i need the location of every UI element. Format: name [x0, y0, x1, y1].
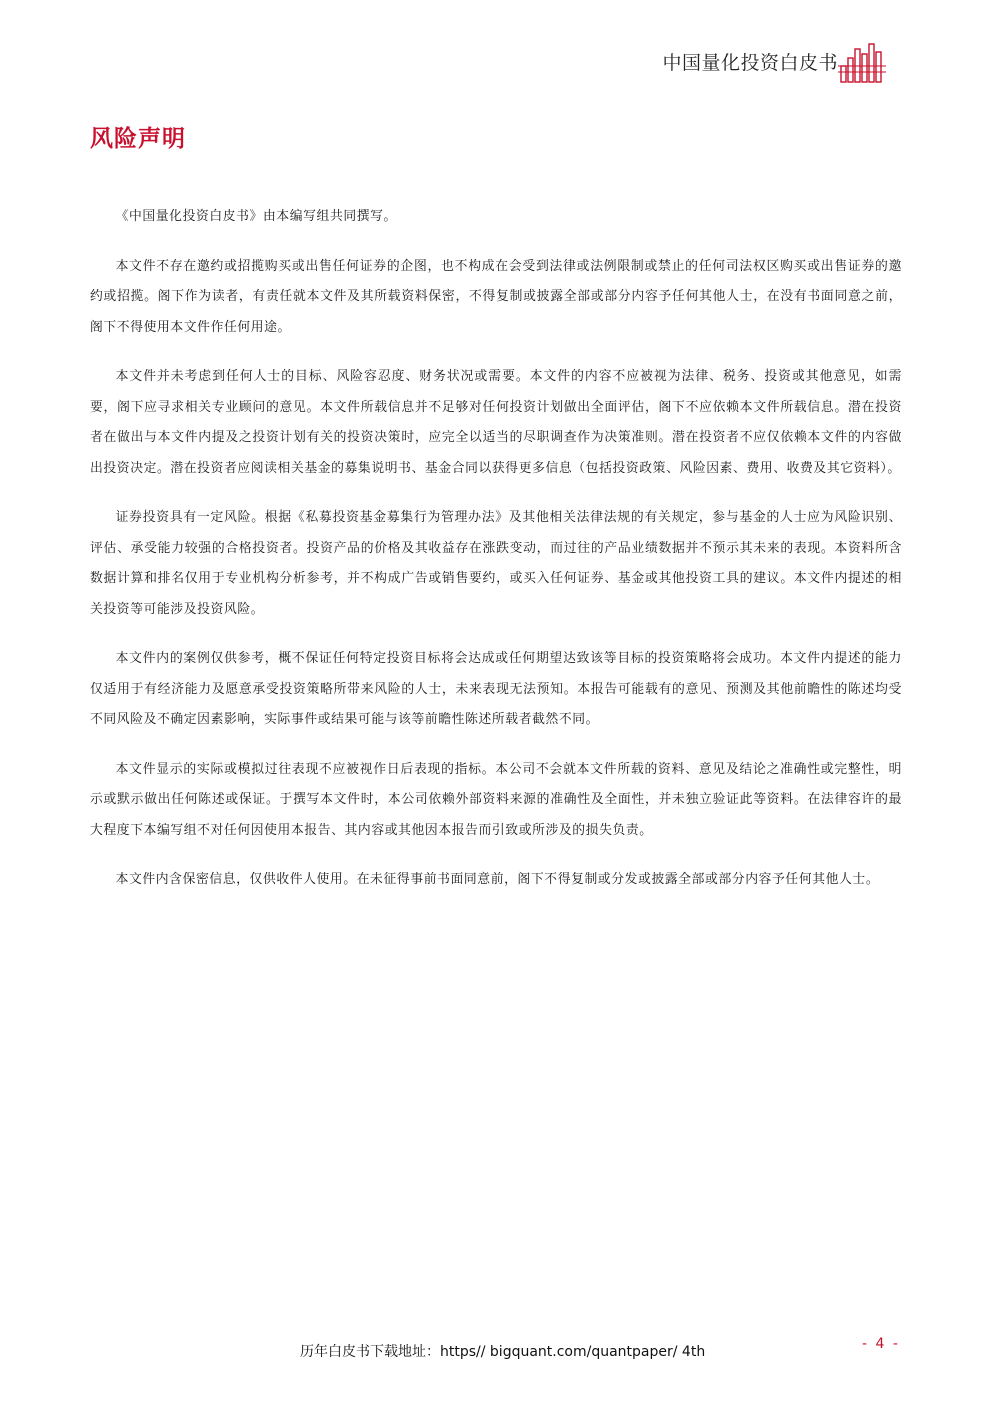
paragraph: 本文件不存在邀约或招揽购买或出售任何证券的企图，也不构成在会受到法律或法例限制或禁止的任何司法权区购买或出售证券的邀约或招揽。阁下作为读者，有责任就本文件及其所载资料保密，不得复制或披露全部或部分内容予任何其他人士，在没有书面同意之前，阁下不得使用本文件作任何用途。 — [90, 258, 902, 335]
paragraph: 本文件内的案例仅供参考，概不保证任何特定投资目标将会达成或任何期望达致该等目标的投资策略将会成功。本文件内提述的能力仅适用于有经济能力及愿意承受投资策略所带来风险的人士，未来表现无法预知。本报告可能载有的意见、预测及其他前瞻性的陈述均受不同风险及不确定因素影响，实际事件或结果可能与该等前瞻性陈述所载者截然不同。 — [90, 651, 902, 727]
paragraph: 本文件内含保密信息，仅供收件人使用。在未征得事前书面同意前，阁下不得复制或分发或披露全部或部分内容予任何其他人士。 — [115, 872, 880, 887]
paragraph: 证券投资具有一定风险。根据《私募投资基金募集行为管理办法》及其他相关法律法规的有关规定，参与基金的人士应为风险识别、评估、承受能力较强的合格投资者。投资产品的价格及其收益存在涨跌变动，而过往的产品业绩数据并不预示其未来的表现。本资料所含数据计算和排名仅用于专业机构分析参考，并不构成广告或销售要约，或买入任何证券、基金或其他投资工具的建议。本文件内提述的相关投资等可能涉及投资风险。 — [90, 510, 902, 617]
disclaimer-body — [90, 202, 902, 915]
footer-download-link[interactable]: 历年白皮书下载地址：https// bigquant.com/quantpaper/ 4th — [300, 1344, 706, 1360]
section-title: 风险声明 — [90, 126, 186, 152]
paragraph: 本文件并未考虑到任何人士的目标、风险容忍度、财务状况或需要。本文件的内容不应被视为法律、税务、投资或其他意见，如需要，阁下应寻求相关专业顾问的意见。本文件所载信息并不足够对任何投资计划做出全面评估，阁下不应依赖本文件所载信息。潜在投资者在做出与本文件内提及之投资计划有关的投资决策时，应完全以适当的尽职调查作为决策准则。潜在投资者不应仅依赖本文件的内容做出投资决定。潜在投资者应阅读相关基金的募集说明书、基金合同以获得更多信息（包括投资政策、风险因素、费用、收费及其它资料）。 — [90, 369, 902, 476]
header-title: 中国量化投资白皮书 — [662, 52, 838, 74]
paragraph: 本文件显示的实际或模拟过往表现不应被视作日后表现的指标。本公司不会就本文件所载的资料、意见及结论之准确性或完整性，明示或默示做出任何陈述或保证。于撰写本文件时，本公司依赖外部资料来源的准确性及全面性，并未独立验证此等资料。在法律容许的最大程度下本编写组不对任何因使用本报告、其内容或其他因本报告而引致或所涉及的损失负责。 — [90, 761, 902, 838]
paragraph: 《中国量化投资白皮书》由本编写组共同撰写。 — [115, 209, 397, 224]
bar-chart-logo-icon — [838, 40, 888, 84]
page-number: - 4 - — [862, 1336, 900, 1352]
